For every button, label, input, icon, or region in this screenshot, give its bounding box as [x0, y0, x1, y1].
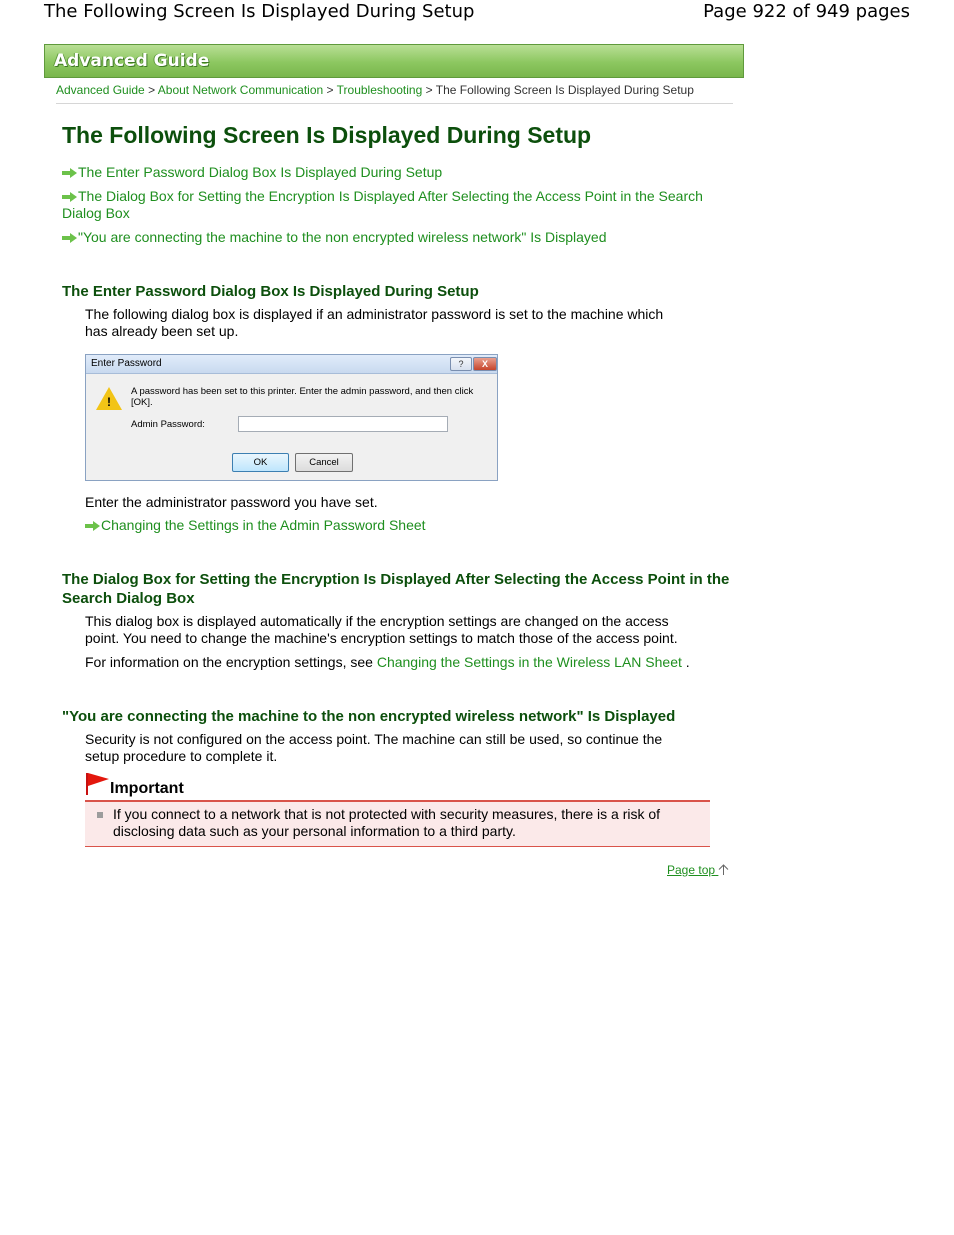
page-title: The Following Screen Is Displayed During Setup	[62, 122, 592, 148]
dialog-title: Enter Password	[91, 358, 162, 369]
toc-item	[62, 188, 722, 222]
admin-password-sheet-link[interactable]: Changing the Settings in the Admin Password Sheet	[101, 517, 426, 533]
toc-item	[62, 164, 722, 181]
green-arrow-icon	[85, 521, 100, 531]
breadcrumb-separator: >	[326, 83, 334, 97]
admin-password-field	[238, 416, 448, 432]
important-label: Important	[110, 780, 184, 797]
page-header-title: The Following Screen Is Displayed During Setup	[44, 1, 475, 22]
section-heading-non-encrypted: "You are connecting the machine to the non encrypted wireless network" Is Displayed	[62, 708, 676, 725]
page-number: Page 922 of 949 pages	[703, 1, 910, 22]
wireless-lan-sheet-link[interactable]: Changing the Settings in the Wireless LAN Sheet	[376, 654, 682, 670]
green-arrow-icon	[62, 233, 77, 243]
banner-label: Advanced Guide	[54, 51, 210, 71]
breadcrumb-current: The Following Screen Is Displayed During Setup	[435, 83, 694, 97]
green-arrow-icon	[62, 168, 77, 178]
section-heading-enter-password: The Enter Password Dialog Box Is Displayed During Setup	[62, 283, 479, 300]
section3-text: Security is not configured on the access point. The machine can still be used, so continue the setup procedure to complete it.	[85, 731, 663, 764]
breadcrumb-advanced-guide[interactable]: Advanced Guide	[56, 83, 145, 97]
advanced-guide-banner	[44, 44, 744, 78]
breadcrumb-separator: >	[425, 83, 433, 97]
help-icon: ?	[450, 357, 472, 371]
dialog-titlebar	[86, 355, 497, 374]
arrow-up-icon	[718, 864, 729, 875]
breadcrumb-separator: >	[148, 83, 156, 97]
toc-link-enter-password[interactable]: The Enter Password Dialog Box Is Displayed During Setup	[78, 164, 443, 180]
toc-link-non-encrypted[interactable]: "You are connecting the machine to the non encrypted wireless network" Is Displayed	[78, 229, 607, 245]
section1-text: The following dialog box is displayed if an administrator password is set to the machine which has already been set up.	[85, 306, 664, 339]
bullet-icon	[97, 812, 103, 818]
important-note	[85, 802, 710, 847]
section1-after-text: Enter the administrator password you have set.	[85, 494, 378, 510]
section1-link-row	[85, 517, 695, 534]
enter-password-dialog-screenshot: Enter Password ? X ! A password has been set to this printer. Enter the admin password, and then click [OK]. Admin Password: OK Cancel	[85, 354, 498, 481]
important-header	[85, 773, 710, 802]
page-header	[0, 0, 954, 30]
red-flag-icon	[85, 773, 109, 795]
section2-text: This dialog box is displayed automatically if the encryption settings are changed on the access point. You need to change the machine's encryption settings to match those of the access point.	[85, 613, 678, 646]
cancel-button: Cancel	[295, 453, 353, 472]
breadcrumb-troubleshooting[interactable]: Troubleshooting	[336, 83, 423, 97]
section-heading-encryption-dialog: The Dialog Box for Setting the Encryption Is Displayed After Selecting the Access Point in the Search Dialog Box	[62, 571, 730, 607]
section2-info	[85, 654, 725, 671]
admin-password-label: Admin Password:	[131, 419, 205, 430]
page-top-link[interactable]	[667, 863, 729, 877]
breadcrumb-network-communication[interactable]: About Network Communication	[157, 83, 324, 97]
page-top-label: Page top	[667, 863, 716, 877]
section2-info-prefix: For information on the encryption settings, see	[85, 654, 373, 670]
important-text: If you connect to a network that is not protected with security measures, there is a risk of disclosing data such as your personal information to a third party.	[113, 806, 661, 839]
ok-button: OK	[232, 453, 289, 472]
green-arrow-icon	[62, 192, 77, 202]
toc-link-encryption-dialog[interactable]: The Dialog Box for Setting the Encryption Is Displayed After Selecting the Access Point in the Search Dialog Box	[62, 188, 703, 221]
table-of-contents	[62, 164, 722, 253]
close-icon: X	[473, 357, 497, 371]
section2-info-suffix: .	[685, 654, 690, 670]
dialog-message: A password has been set to this printer. Enter the admin password, and then click [OK].	[131, 386, 474, 408]
toc-item	[62, 229, 722, 246]
breadcrumb	[56, 83, 733, 104]
